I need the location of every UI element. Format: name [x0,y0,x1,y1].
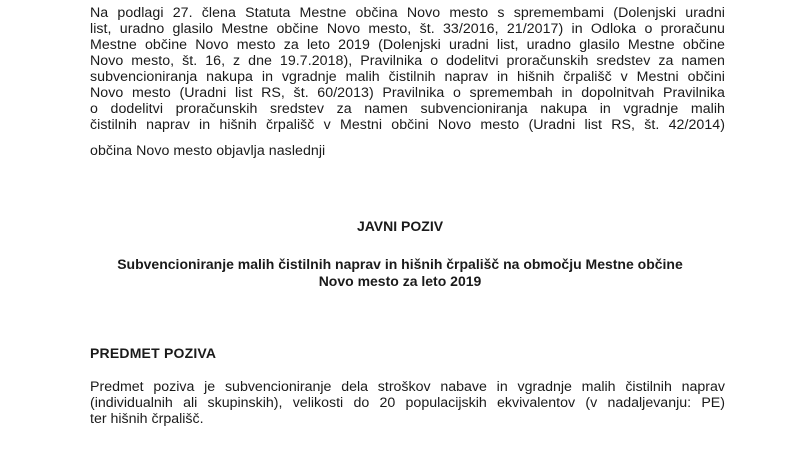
section-line-3: ter hišnih črpališč. [90,411,204,427]
intro-line-3: Mestne občine Novo mesto za leto 2019 (Dolenjski uradni list, uradno glasilo Mestne občine [90,37,725,53]
section-line-2: (individualnih ali skupinskih), velikosti do 20 populacijskih ekvivalentov (v nadaljevanju: PE) [90,395,725,411]
document-title: JAVNI POZIV [356,218,444,234]
intro-line-4: Novo mesto, št. 16, z dne 19.7.2018), Pravilnika o dodelitvi proračunskih sredstev za namen [90,53,725,69]
intro-line-1: Na podlagi 27. člena Statuta Mestne občina Novo mesto s spremembami (Dolenjski uradni [90,5,725,21]
intro-line-5: subvencioniranja nakupa in vgradnje malih čistilnih naprav in hišnih črpališč v Mestni občini [90,69,725,85]
subtitle-line-2: Novo mesto za leto 2019 [318,273,482,289]
intro-line-9: občina Novo mesto objavlja naslednji [90,143,326,159]
section-line-1: Predmet poziva je subvencioniranje dela stroškov nabave in vgradnje malih čistilnih naprav [90,379,725,395]
subtitle-line-1: Subvencioniranje malih čistilnih naprav in hišnih črpališč na območju Mestne občine [117,256,683,272]
intro-line-2: list, uradno glasilo Mestne občine Novo mesto, št. 33/2016, 21/2017) in Odloka o proračunu [90,21,725,37]
intro-line-6: Novo mesto (Uradni list RS, št. 60/2013) Pravilnika o spremembah in dopolnitvah Pravilnika [90,85,725,101]
intro-line-7: o dodelitvi proračunskih sredstev za namen subvencioniranja nakupa in vgradnje malih [90,101,725,117]
intro-line-8: čistilnih naprav in hišnih črpališč v Mestni občini Novo mesto (Uradni list RS, št. 42/2014) [90,117,725,133]
section-heading: PREDMET POZIVA [90,345,217,361]
